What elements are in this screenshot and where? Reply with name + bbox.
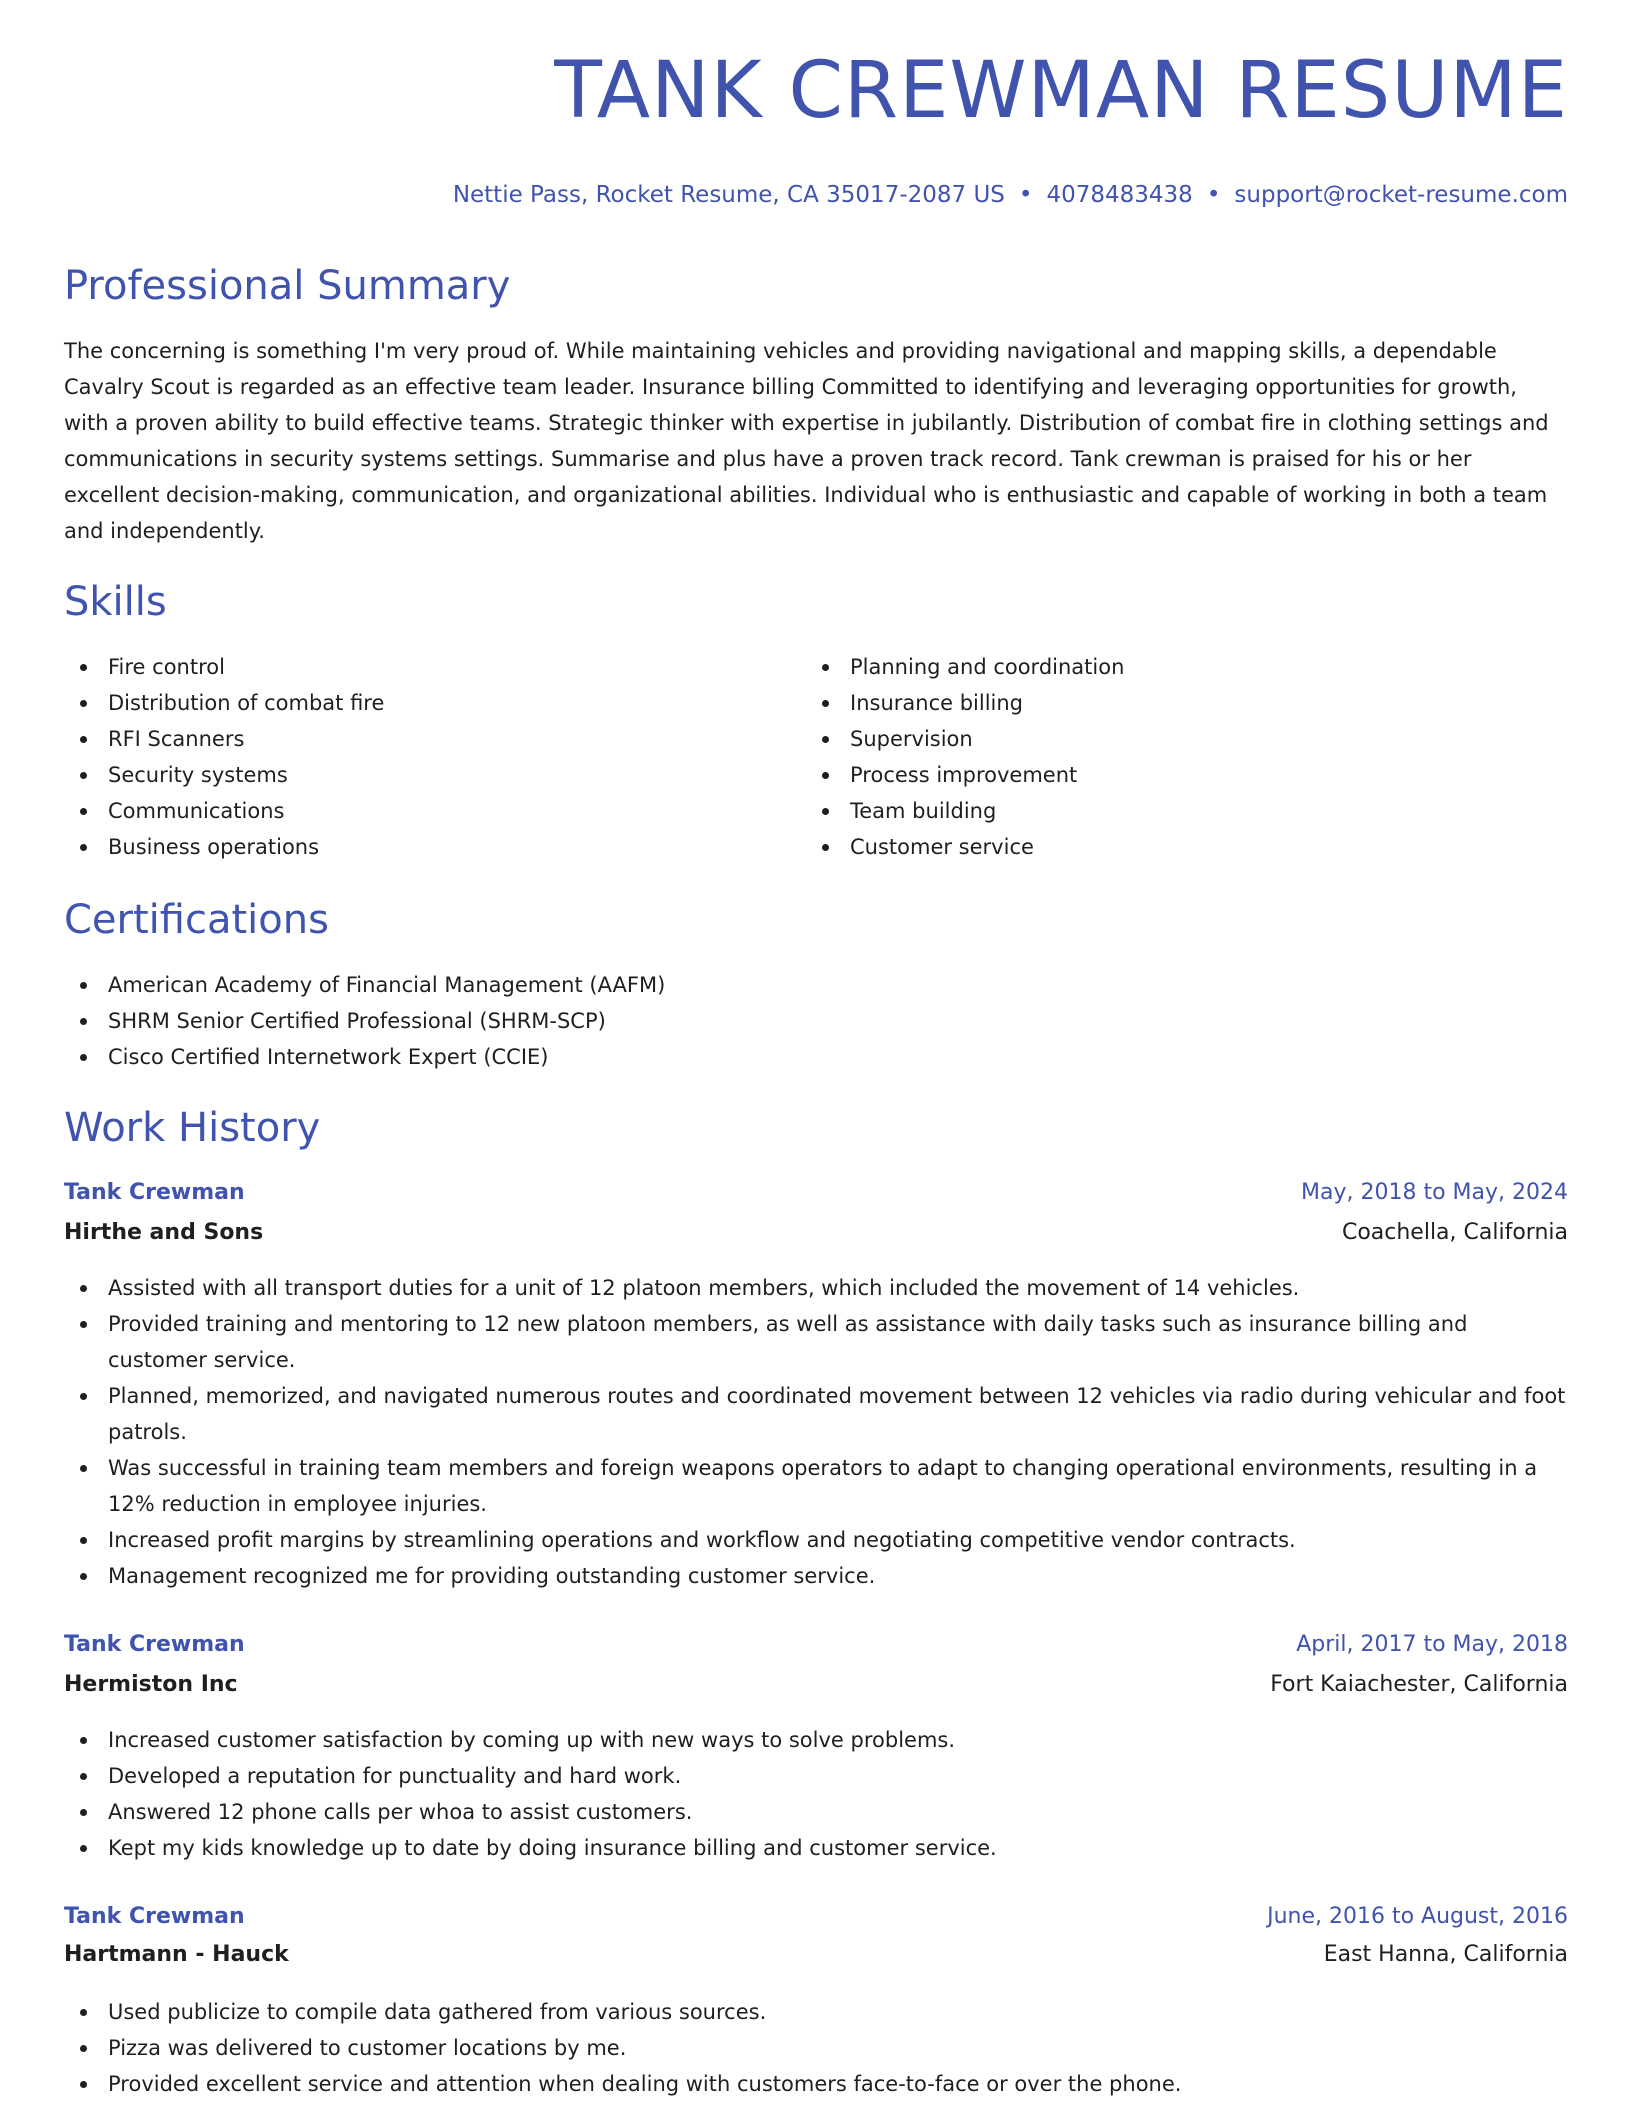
skill-item: Supervision [806, 721, 1506, 757]
skill-item: Team building [806, 793, 1506, 829]
job-title: Tank Crewman [64, 1632, 245, 1657]
job-bullet: Increased customer satisfaction by coming up with new ways to solve problems. [64, 1722, 1568, 1758]
job-bullet: Was successful in training team members and foreign weapons operators to adapt to changing operational environments, resulting in a 12% reduction in employee injuries. [64, 1450, 1568, 1522]
job-bullet: Assisted with all transport duties for a unit of 12 platoon members, which included the movement of 14 vehicles. [64, 1270, 1568, 1306]
skill-item: RFI Scanners [64, 721, 764, 757]
skill-item: Fire control [64, 649, 764, 685]
skill-item: Security systems [64, 757, 764, 793]
work-history-heading: Work History [64, 1105, 321, 1151]
job-bullet: Developed a reputation for punctuality and hard work. [64, 1758, 1568, 1794]
job-dates: May, 2018 to May, 2024 [1301, 1180, 1568, 1205]
job-bullets [64, 1722, 1568, 1866]
summary-heading: Professional Summary [64, 263, 511, 309]
job-dates: June, 2016 to August, 2016 [1267, 1904, 1568, 1929]
job-title: Tank Crewman [64, 1180, 245, 1205]
job-dates: April, 2017 to May, 2018 [1296, 1632, 1568, 1657]
skills-heading: Skills [64, 579, 167, 625]
certification-item: Cisco Certified Internetwork Expert (CCIE) [64, 1039, 1568, 1075]
job-title: Tank Crewman [64, 1904, 245, 1929]
job-bullet: Provided training and mentoring to 12 new platoon members, as well as assistance with daily tasks such as insurance billing and customer service. [64, 1306, 1568, 1378]
job-bullet: Provided excellent service and attention when dealing with customers face-to-face or over the phone. [64, 2066, 1568, 2102]
job-company: Hartmann - Hauck [64, 1942, 289, 1967]
job-bullet: Used publicize to compile data gathered from various sources. [64, 1994, 1568, 2030]
skill-item: Communications [64, 793, 764, 829]
contact-separator: • [1018, 182, 1033, 208]
resume-title: TANK CREWMAN RESUME [554, 46, 1568, 136]
job-header [64, 1632, 1568, 1664]
job-bullets [64, 1270, 1568, 1594]
skill-item: Planning and coordination [806, 649, 1506, 685]
contact-email: support@rocket-resume.com [1234, 182, 1568, 208]
skill-item: Customer service [806, 829, 1506, 865]
job-location: Fort Kaiachester, California [1270, 1672, 1568, 1697]
skill-item: Process improvement [806, 757, 1506, 793]
job-bullet: Management recognized me for providing outstanding customer service. [64, 1558, 1568, 1594]
certifications-heading: Certifications [64, 897, 329, 943]
skill-item: Business operations [64, 829, 764, 865]
contact-address: Nettie Pass, Rocket Resume, CA 35017-2087 US [452, 182, 1005, 208]
job-header [64, 1904, 1568, 1936]
job-location: Coachella, California [1341, 1220, 1568, 1245]
contact-separator: • [1206, 182, 1221, 208]
skills-list-left [64, 649, 764, 865]
job-location: East Hanna, California [1323, 1942, 1568, 1967]
contact-phone: 4078483438 [1046, 182, 1193, 208]
certification-item: American Academy of Financial Management (AAFM) [64, 967, 1568, 1003]
job-bullet: Kept my kids knowledge up to date by doing insurance billing and customer service. [64, 1830, 1568, 1866]
job-bullet: Increased profit margins by streamlining operations and workflow and negotiating competitive vendor contracts. [64, 1522, 1568, 1558]
contact-line [453, 182, 1568, 208]
job-bullet: Planned, memorized, and navigated numerous routes and coordinated movement between 12 vehicles via radio during vehicular and foot patrols. [64, 1378, 1568, 1450]
job-subheader [64, 1220, 1568, 1252]
job-subheader [64, 1942, 1568, 1974]
job-bullet: Answered 12 phone calls per whoa to assist customers. [64, 1794, 1568, 1830]
job-company: Hermiston Inc [64, 1672, 238, 1697]
job-company: Hirthe and Sons [64, 1220, 264, 1245]
certifications-list [64, 967, 1568, 1075]
job-subheader [64, 1672, 1568, 1704]
skill-item: Distribution of combat fire [64, 685, 764, 721]
skills-list-right [806, 649, 1506, 865]
job-header [64, 1180, 1568, 1212]
skill-item: Insurance billing [806, 685, 1506, 721]
summary-text: The concerning is something I'm very proud of. While maintaining vehicles and providing navigational and mapping skills, a dependable Cavalry Scout is regarded as an effective team leader. Insurance billing Committed to identifying and leveraging opportunities for growth, with a proven ability to build effective teams. Strategic thinker with expertise in jubilantly. Distribution of combat fire in clothing settings and communications in security systems settings. Summarise and plus have a proven track record. Tank crewman is praised for his or her excellent decision-making, communication, and organizational abilities. Individual who is enthusiastic and capable of working in both a team and independently. [64, 339, 1549, 543]
certification-item: SHRM Senior Certified Professional (SHRM-SCP) [64, 1003, 1568, 1039]
job-bullet: Pizza was delivered to customer locations by me. [64, 2030, 1568, 2066]
job-bullets [64, 1994, 1568, 2102]
